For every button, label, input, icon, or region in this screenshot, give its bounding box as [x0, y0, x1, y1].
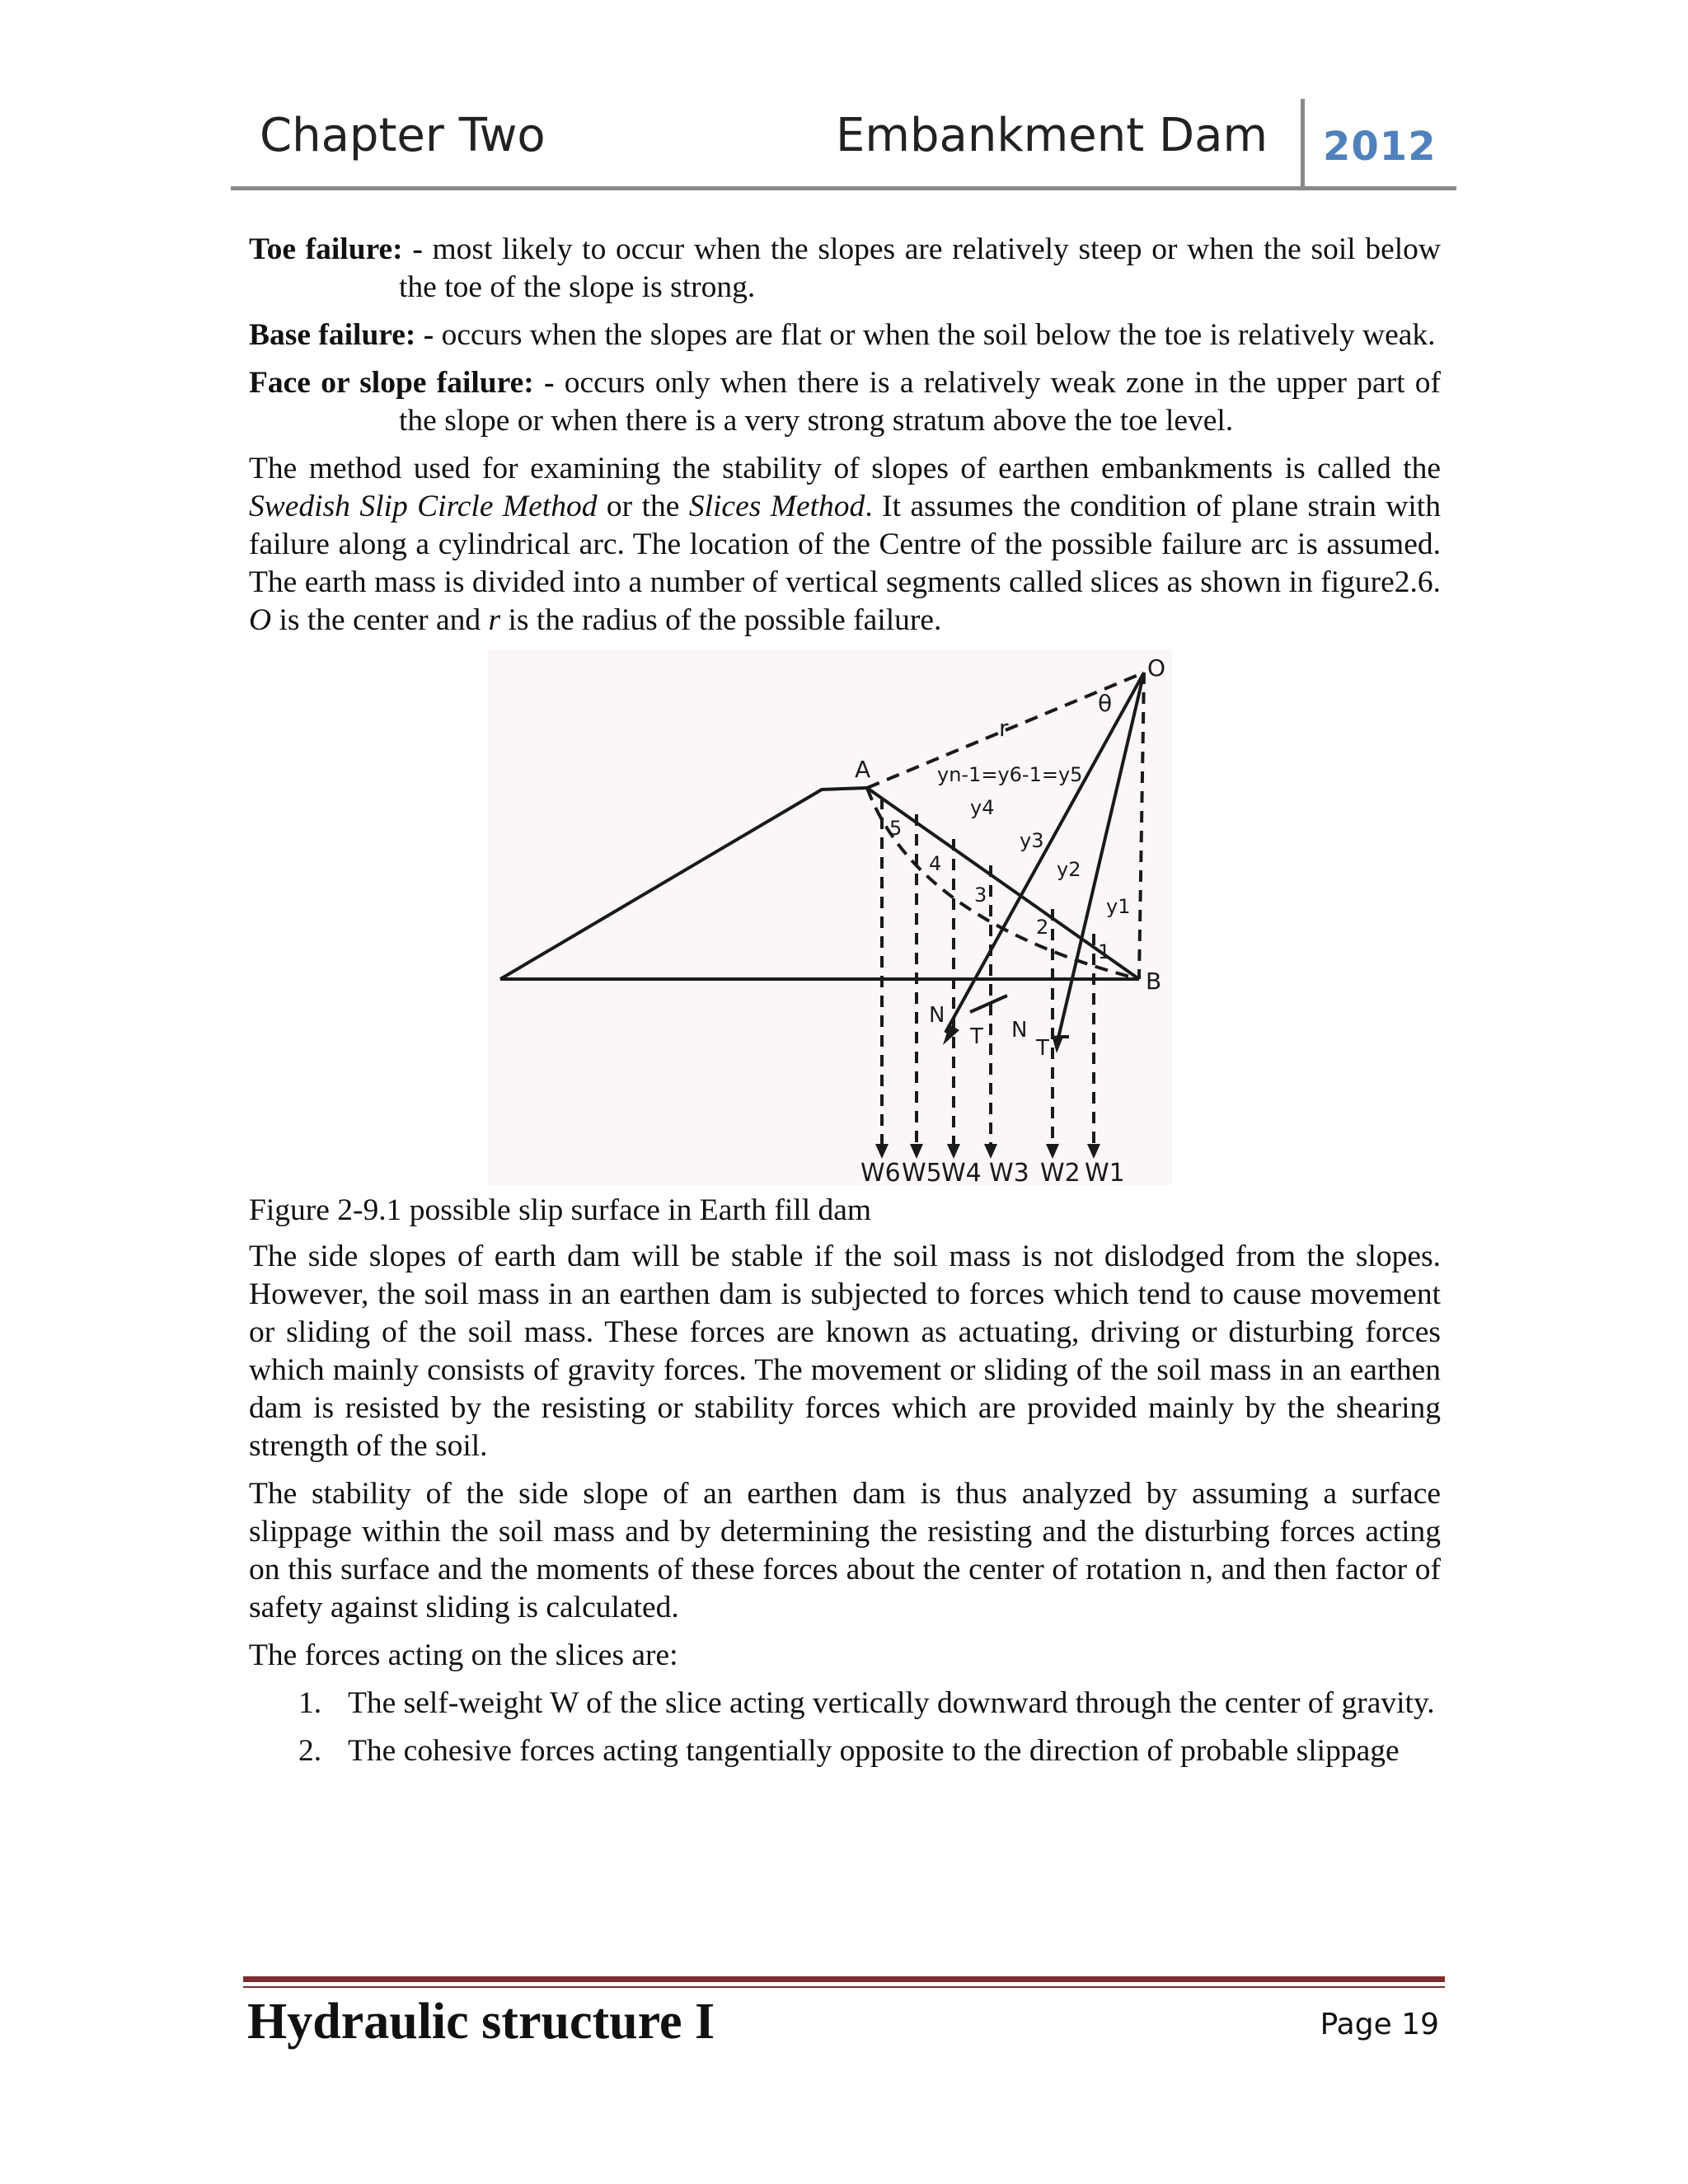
label-yn: yn-1=y6-1=y5 — [937, 763, 1083, 786]
method-text-1: The method used for examining the stability of slopes of earthen embankments is called the — [249, 452, 1441, 485]
label-w4: W4 — [941, 1159, 982, 1185]
label-w3: W3 — [989, 1159, 1029, 1185]
label-slice-2: 2 — [1036, 916, 1049, 939]
label-t-1: T — [970, 1024, 983, 1049]
label-y4: y4 — [970, 796, 995, 819]
label-slice-3: 3 — [974, 883, 987, 907]
stability-paragraph: The side slopes of earth dam will be stable if the soil mass is not dislodged from the slopes. However, the soil mass in an earthen dam is subjected to forces which tend to cause movement or sliding of the soil mass. These forces are known as actuating, driving or disturbing forces which mainly consists of gravity forces. The movement or sliding of the soil mass in an earthen dam is resisted by the resisting or stability forces which are provided mainly by the shearing strength of the soil. — [249, 1240, 1441, 1463]
list-item — [249, 1732, 1441, 1770]
label-slice-5: 5 — [889, 817, 903, 840]
slip-circle-diagram — [488, 649, 1172, 1185]
list-text: The self-weight W of the slice acting vertically downward through the center of gravity. — [348, 1686, 1435, 1720]
footer-rule — [243, 1976, 1445, 1982]
method-italic-1: Swedish Slip Circle Method — [249, 490, 598, 523]
footer-page-number: Page 19 — [1320, 2008, 1439, 2041]
slip-circle-figure — [249, 649, 1441, 1185]
list-number: 2. — [298, 1734, 322, 1768]
label-point-a: A — [855, 756, 871, 783]
label-slice-1: 1 — [1098, 940, 1111, 963]
footer-rule-thin — [243, 1986, 1445, 1988]
label-point-b: B — [1146, 968, 1162, 995]
label-n-1: N — [929, 1003, 945, 1028]
face-failure-paragraph — [249, 364, 1441, 440]
list-item — [249, 1685, 1441, 1722]
header-chapter: Chapter Two — [260, 109, 546, 162]
label-y1: y1 — [1106, 895, 1131, 918]
base-failure-term: Base failure: - — [249, 318, 434, 352]
label-n-2: N — [1011, 1018, 1028, 1043]
label-y2: y2 — [1057, 858, 1081, 881]
label-t-2: T — [1036, 1036, 1049, 1061]
method-text-2: or the — [597, 490, 689, 523]
label-w2: W2 — [1040, 1159, 1081, 1185]
figure-caption: Figure 2-9.1 possible slip surface in Earth fill dam — [249, 1193, 872, 1227]
analysis-paragraph: The stability of the side slope of an earthen dam is thus analyzed by assuming a surface slippage within the soil mass and by determining the resisting and the disturbing forces acting on this surface and the moments of these forces about the center of rotation n, and then factor of safety against sliding is calculated. — [249, 1477, 1441, 1624]
face-failure-term: Face or slope failure: - — [249, 366, 555, 400]
face-failure-text: occurs only when there is a relatively weak zone in the upper part of the slope or when there is a very strong stratum above the toe level. — [399, 366, 1441, 438]
header-title: Embankment Dam — [836, 109, 1268, 162]
label-w6: W6 — [860, 1159, 901, 1185]
page-content — [249, 231, 1441, 1780]
figure-background — [488, 649, 1172, 1185]
label-slice-4: 4 — [929, 852, 942, 875]
toe-failure-term: Toe failure: - — [249, 232, 423, 266]
label-y3: y3 — [1020, 829, 1044, 852]
base-failure-text: occurs when the slopes are flat or when the soil below the toe is relatively weak. — [434, 318, 1436, 352]
label-w1: W1 — [1085, 1159, 1125, 1185]
forces-intro: The forces acting on the slices are: — [249, 1638, 678, 1672]
method-italic-3: O — [249, 603, 272, 637]
label-center-o: O — [1147, 654, 1166, 682]
header-divider — [1301, 99, 1305, 190]
method-paragraph — [249, 450, 1441, 640]
method-text-5: is the radius of the possible failure. — [500, 603, 942, 637]
method-italic-2: Slices Method — [688, 490, 865, 523]
label-theta: θ — [1098, 690, 1113, 717]
method-text-3: . It assumes the condition of plane strain with failure along a cylindrical arc. The location of the Centre of the possible failure arc is assumed. The earth mass is divided into a number of vertical segments called slices as shown in figure2.6. — [249, 490, 1441, 599]
list-text: The cohesive forces acting tangentially opposite to the direction of probable slippage — [348, 1734, 1400, 1768]
label-w5: W5 — [902, 1159, 942, 1185]
method-text-4: is the center and — [271, 603, 489, 637]
method-italic-4: r — [488, 603, 501, 637]
footer-course: Hydraulic structure I — [247, 1994, 715, 2050]
toe-failure-text: most likely to occur when the slopes are relatively steep or when the soil below the toe of the slope is strong. — [399, 232, 1441, 304]
list-number: 1. — [298, 1686, 322, 1720]
header-rule — [231, 186, 1456, 190]
base-failure-paragraph — [249, 316, 1441, 354]
forces-list — [249, 1685, 1441, 1770]
toe-failure-paragraph — [249, 231, 1441, 307]
header-year: 2012 — [1323, 124, 1437, 170]
label-radius-r: r — [999, 715, 1009, 742]
